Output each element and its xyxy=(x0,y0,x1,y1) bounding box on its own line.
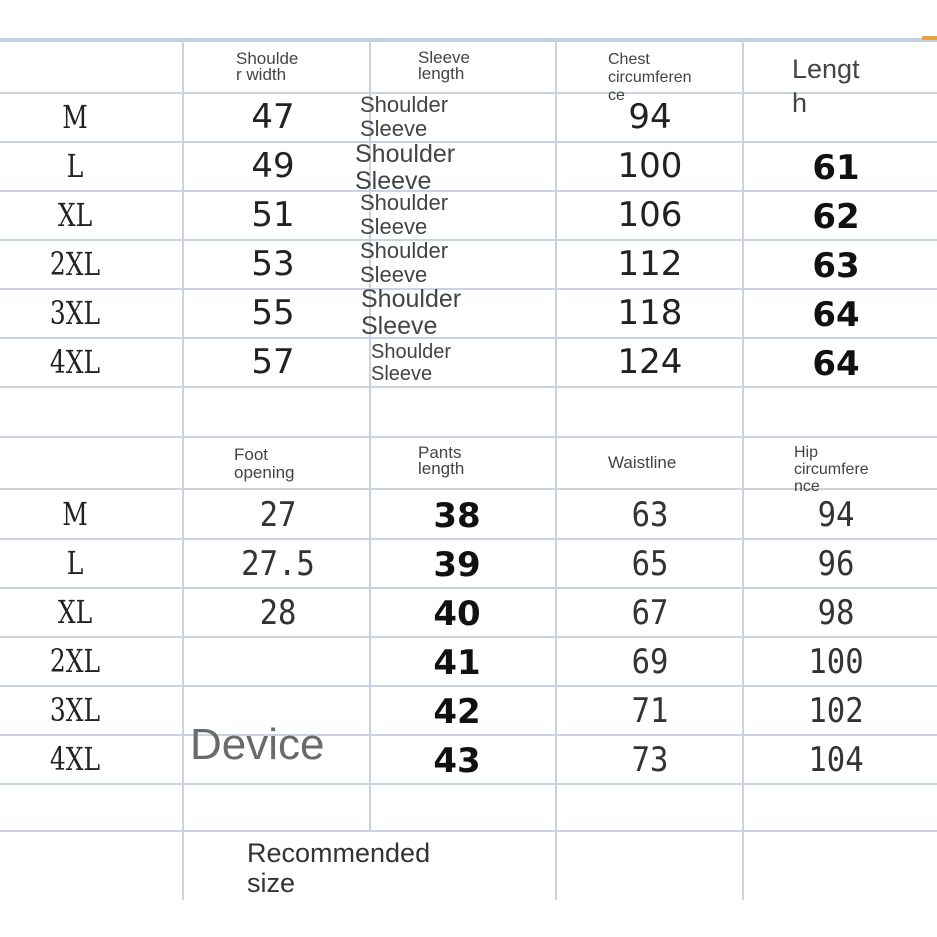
bottom-margin xyxy=(0,900,937,937)
shoulder-sleeve-overlay xyxy=(360,191,448,239)
grid-line xyxy=(182,38,184,900)
foot-opening-value: 28 xyxy=(259,593,297,633)
accent-mark xyxy=(922,36,937,40)
overlay-line-shoulder: Shoulder xyxy=(355,140,456,168)
top-border xyxy=(0,38,937,42)
grid-line xyxy=(0,830,937,832)
shoulder-sleeve-overlay xyxy=(371,341,451,385)
chest-value: 94 xyxy=(628,97,672,137)
grid-line xyxy=(0,141,937,143)
overlay-line-sleeve: Sleeve xyxy=(360,262,428,287)
size-label: XL xyxy=(57,196,93,234)
size-label: M xyxy=(62,98,88,136)
header-waistline: Waistline xyxy=(608,453,677,472)
size-label: 2XL xyxy=(49,642,101,680)
shoulder-sleeve-overlay xyxy=(355,141,455,195)
grid-line xyxy=(0,538,937,540)
overlay-line-sleeve: Sleeve xyxy=(360,116,428,141)
pants-length-value: 38 xyxy=(433,496,481,536)
hip-value: 100 xyxy=(808,642,864,682)
chest-value: 112 xyxy=(617,244,683,284)
foot-opening-value: 27.5 xyxy=(241,544,315,584)
chest-value: 100 xyxy=(617,146,683,186)
hip-value: 102 xyxy=(808,691,864,731)
foot-opening-value: 27 xyxy=(259,495,297,535)
pants-length-value: 43 xyxy=(433,741,481,781)
grid-line xyxy=(0,337,937,339)
header-shoulder-width: Shoulde r width xyxy=(236,49,299,84)
overlay-line-shoulder: Shoulder xyxy=(361,285,462,313)
recommended-size-label: Recommended size xyxy=(247,838,431,898)
hip-value: 96 xyxy=(817,544,855,584)
overlay-line-sleeve: Sleeve xyxy=(355,167,432,195)
overlay-line-shoulder: Shoulder xyxy=(360,92,449,117)
size-label: 3XL xyxy=(49,691,101,729)
size-label: XL xyxy=(57,593,93,631)
size-label: 3XL xyxy=(49,294,101,332)
overlay-line-sleeve: Sleeve xyxy=(361,312,438,340)
length-value: 61 xyxy=(812,148,860,188)
pants-length-value: 39 xyxy=(433,545,481,585)
length-value: 63 xyxy=(812,246,860,286)
header-hip: Hip circumfere nce xyxy=(794,444,869,495)
grid-line xyxy=(0,783,937,785)
chest-value: 124 xyxy=(617,342,683,382)
grid-line xyxy=(0,685,937,687)
shoulder-width-value: 47 xyxy=(251,97,295,137)
shoulder-width-value: 55 xyxy=(251,293,295,333)
shoulder-width-value: 57 xyxy=(251,342,295,382)
shoulder-sleeve-overlay xyxy=(360,239,448,287)
shoulder-sleeve-overlay xyxy=(360,93,448,141)
shoulder-width-value: 53 xyxy=(251,244,295,284)
grid-line xyxy=(0,587,937,589)
waistline-value: 67 xyxy=(631,593,669,633)
size-label: M xyxy=(62,495,88,533)
length-value: 64 xyxy=(812,344,860,384)
size-label: L xyxy=(66,544,84,582)
grid-line xyxy=(0,636,937,638)
length-value: 64 xyxy=(812,295,860,335)
overlay-line-shoulder: Shoulder xyxy=(371,341,452,363)
pants-length-value: 41 xyxy=(433,643,481,683)
chest-value: 106 xyxy=(617,195,683,235)
header-pants-length: Pants length xyxy=(418,443,465,478)
overlay-line-shoulder: Shoulder xyxy=(360,238,449,263)
hip-value: 94 xyxy=(817,495,855,535)
shoulder-width-value: 49 xyxy=(251,146,295,186)
overlay-line-sleeve: Sleeve xyxy=(360,214,428,239)
size-label: 2XL xyxy=(49,245,101,283)
size-label: L xyxy=(66,147,84,185)
header-foot-opening: Foot opening xyxy=(234,445,295,482)
waistline-value: 71 xyxy=(631,691,669,731)
waistline-value: 65 xyxy=(631,544,669,584)
waistline-value: 73 xyxy=(631,740,669,780)
grid-line xyxy=(0,288,937,290)
hip-value: 98 xyxy=(817,593,855,633)
overlay-line-sleeve: Sleeve xyxy=(371,363,433,385)
waistline-value: 63 xyxy=(631,495,669,535)
chest-value: 118 xyxy=(617,293,683,333)
grid-line xyxy=(742,38,744,900)
hip-value: 104 xyxy=(808,740,864,780)
overlay-line-shoulder: Shoulder xyxy=(360,190,449,215)
grid-line xyxy=(555,38,557,900)
header-length: Lengt h xyxy=(792,54,860,118)
grid-line xyxy=(0,436,937,438)
header-chest: Chest circumferen ce xyxy=(608,51,692,104)
shoulder-sleeve-overlay xyxy=(361,286,461,340)
pants-length-value: 40 xyxy=(433,594,481,634)
grid-line xyxy=(0,386,937,388)
device-label: Device xyxy=(190,720,325,769)
grid-line xyxy=(0,734,937,736)
grid-line xyxy=(0,190,937,192)
size-label: 4XL xyxy=(49,343,101,381)
waistline-value: 69 xyxy=(631,642,669,682)
size-label: 4XL xyxy=(49,740,101,778)
shoulder-width-value: 51 xyxy=(251,195,295,235)
pants-length-value: 42 xyxy=(433,692,481,732)
grid-line xyxy=(0,239,937,241)
header-sleeve-length: Sleeve length xyxy=(418,48,470,83)
length-value: 62 xyxy=(812,197,860,237)
